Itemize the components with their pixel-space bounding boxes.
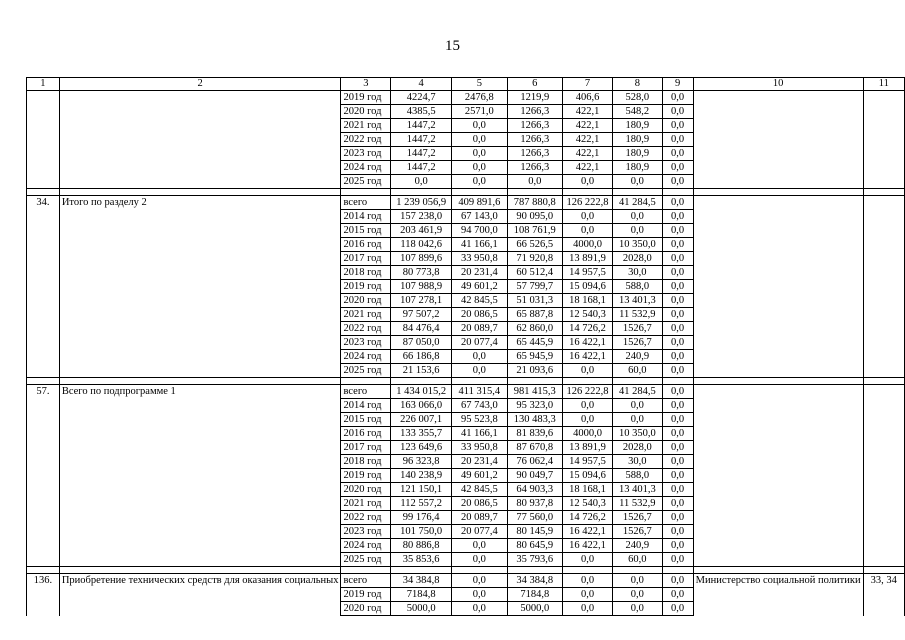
amount-cell: 0,0: [662, 602, 693, 616]
amount-cell: 20 089,7: [452, 511, 507, 525]
amount-cell: 787 880,8: [507, 196, 562, 210]
amount-cell: 13 891,9: [562, 441, 612, 455]
amount-cell: 4385,5: [391, 105, 452, 119]
amount-cell: 0,0: [662, 497, 693, 511]
amount-cell: 90 049,7: [507, 469, 562, 483]
amount-cell: 2028,0: [613, 441, 662, 455]
amount-cell: 0,0: [662, 91, 693, 105]
amount-cell: 0,0: [662, 147, 693, 161]
amount-cell: 1266,3: [507, 161, 562, 175]
amount-cell: 20 077,4: [452, 525, 507, 539]
amount-cell: 14 726,2: [562, 511, 612, 525]
amount-cell: 13 891,9: [562, 252, 612, 266]
amount-cell: 0,0: [662, 133, 693, 147]
amount-cell: 0,0: [613, 210, 662, 224]
amount-cell: 76 062,4: [507, 455, 562, 469]
amount-cell: 0,0: [613, 399, 662, 413]
amount-cell: 0,0: [662, 525, 693, 539]
amount-cell: 5000,0: [391, 602, 452, 616]
amount-cell: 528,0: [613, 91, 662, 105]
amount-cell: 0,0: [452, 350, 507, 364]
amount-cell: 0,0: [662, 413, 693, 427]
column-number: 11: [863, 78, 904, 91]
amount-cell: 0,0: [662, 553, 693, 567]
amount-cell: 7184,8: [507, 588, 562, 602]
period-cell: всего: [341, 574, 391, 588]
amount-cell: 2571,0: [452, 105, 507, 119]
period-cell: 2018 год: [341, 266, 391, 280]
amount-cell: 0,0: [662, 469, 693, 483]
amount-cell: 12 540,3: [562, 497, 612, 511]
amount-cell: 180,9: [613, 133, 662, 147]
amount-cell: 121 150,1: [391, 483, 452, 497]
responsible-executor: [693, 196, 863, 378]
amount-cell: 18 168,1: [562, 483, 612, 497]
amount-cell: 0,0: [662, 322, 693, 336]
amount-cell: 5000,0: [507, 602, 562, 616]
amount-cell: 0,0: [662, 385, 693, 399]
amount-cell: 94 700,0: [452, 224, 507, 238]
period-cell: 2017 год: [341, 441, 391, 455]
amount-cell: 4000,0: [562, 427, 612, 441]
amount-cell: 81 839,6: [507, 427, 562, 441]
amount-cell: 0,0: [662, 119, 693, 133]
measure-name: Всего по подпрограмме 1: [59, 385, 341, 567]
amount-cell: 1447,2: [391, 119, 452, 133]
amount-cell: 133 355,7: [391, 427, 452, 441]
amount-cell: 96 323,8: [391, 455, 452, 469]
amount-cell: 0,0: [562, 399, 612, 413]
amount-cell: 49 601,2: [452, 469, 507, 483]
amount-cell: 0,0: [562, 553, 612, 567]
amount-cell: 0,0: [662, 175, 693, 189]
amount-cell: 41 166,1: [452, 427, 507, 441]
amount-cell: 65 945,9: [507, 350, 562, 364]
amount-cell: 0,0: [452, 175, 507, 189]
amount-cell: 0,0: [662, 280, 693, 294]
indicator-reference: [863, 91, 904, 189]
amount-cell: 7184,8: [391, 588, 452, 602]
amount-cell: 0,0: [662, 196, 693, 210]
column-number: 9: [662, 78, 693, 91]
amount-cell: 99 176,4: [391, 511, 452, 525]
amount-cell: 588,0: [613, 280, 662, 294]
column-number: 5: [452, 78, 507, 91]
amount-cell: 71 920,8: [507, 252, 562, 266]
amount-cell: 10 350,0: [613, 427, 662, 441]
period-cell: 2019 год: [341, 588, 391, 602]
amount-cell: 0,0: [452, 119, 507, 133]
amount-cell: 35 793,6: [507, 553, 562, 567]
amount-cell: 0,0: [391, 175, 452, 189]
amount-cell: 16 422,1: [562, 336, 612, 350]
amount-cell: 180,9: [613, 147, 662, 161]
period-cell: 2019 год: [341, 280, 391, 294]
amount-cell: 411 315,4: [452, 385, 507, 399]
amount-cell: 0,0: [662, 483, 693, 497]
amount-cell: 20 231,4: [452, 266, 507, 280]
amount-cell: 65 445,9: [507, 336, 562, 350]
amount-cell: 2028,0: [613, 252, 662, 266]
amount-cell: 15 094,6: [562, 469, 612, 483]
amount-cell: 0,0: [662, 455, 693, 469]
amount-cell: 101 750,0: [391, 525, 452, 539]
amount-cell: 0,0: [613, 224, 662, 238]
amount-cell: 1447,2: [391, 161, 452, 175]
amount-cell: 90 095,0: [507, 210, 562, 224]
amount-cell: 0,0: [662, 511, 693, 525]
amount-cell: 0,0: [562, 224, 612, 238]
amount-cell: 95 323,0: [507, 399, 562, 413]
column-number: 4: [391, 78, 452, 91]
amount-cell: 422,1: [562, 105, 612, 119]
amount-cell: 42 845,5: [452, 294, 507, 308]
amount-cell: 20 231,4: [452, 455, 507, 469]
amount-cell: 67 143,0: [452, 210, 507, 224]
amount-cell: 77 560,0: [507, 511, 562, 525]
amount-cell: 180,9: [613, 119, 662, 133]
indicator-reference: 33, 34: [863, 574, 904, 616]
responsible-executor: [693, 91, 863, 189]
row-number: 57.: [27, 385, 60, 567]
amount-cell: 0,0: [662, 238, 693, 252]
amount-cell: 33 950,8: [452, 441, 507, 455]
period-cell: 2016 год: [341, 238, 391, 252]
amount-cell: 42 845,5: [452, 483, 507, 497]
amount-cell: 60 512,4: [507, 266, 562, 280]
amount-cell: 0,0: [452, 364, 507, 378]
column-number: 2: [59, 78, 341, 91]
amount-cell: 87 050,0: [391, 336, 452, 350]
amount-cell: 422,1: [562, 119, 612, 133]
amount-cell: 422,1: [562, 133, 612, 147]
amount-cell: 0,0: [662, 161, 693, 175]
amount-cell: 1266,3: [507, 119, 562, 133]
period-cell: 2020 год: [341, 483, 391, 497]
budget-table-body: [27, 78, 905, 616]
amount-cell: 0,0: [562, 210, 612, 224]
responsible-executor: Министерство социальной политики: [693, 574, 863, 616]
amount-cell: 14 957,5: [562, 455, 612, 469]
period-cell: 2017 год: [341, 252, 391, 266]
period-cell: 2020 год: [341, 294, 391, 308]
amount-cell: 2476,8: [452, 91, 507, 105]
period-cell: 2024 год: [341, 350, 391, 364]
amount-cell: 548,2: [613, 105, 662, 119]
responsible-executor: [693, 385, 863, 567]
amount-cell: 123 649,6: [391, 441, 452, 455]
amount-cell: 0,0: [662, 308, 693, 322]
period-cell: 2015 год: [341, 224, 391, 238]
amount-cell: 20 086,5: [452, 308, 507, 322]
amount-cell: 107 899,6: [391, 252, 452, 266]
amount-cell: 0,0: [507, 175, 562, 189]
amount-cell: 0,0: [662, 441, 693, 455]
amount-cell: 157 238,0: [391, 210, 452, 224]
period-cell: 2020 год: [341, 602, 391, 616]
section-gap: [27, 567, 905, 574]
amount-cell: 11 532,9: [613, 497, 662, 511]
amount-cell: 51 031,3: [507, 294, 562, 308]
column-number: 10: [693, 78, 863, 91]
budget-table: [26, 77, 905, 616]
amount-cell: 60,0: [613, 364, 662, 378]
amount-cell: 34 384,8: [507, 574, 562, 588]
amount-cell: 240,9: [613, 539, 662, 553]
section-gap: [27, 378, 905, 385]
amount-cell: 0,0: [613, 588, 662, 602]
amount-cell: 1526,7: [613, 322, 662, 336]
amount-cell: 80 937,8: [507, 497, 562, 511]
period-cell: 2022 год: [341, 133, 391, 147]
amount-cell: 1526,7: [613, 336, 662, 350]
period-cell: 2024 год: [341, 161, 391, 175]
amount-cell: 1266,3: [507, 147, 562, 161]
amount-cell: 16 422,1: [562, 350, 612, 364]
amount-cell: 0,0: [662, 210, 693, 224]
amount-cell: 34 384,8: [391, 574, 452, 588]
table-row: [27, 574, 905, 588]
amount-cell: 13 401,3: [613, 294, 662, 308]
period-cell: 2025 год: [341, 175, 391, 189]
amount-cell: 80 145,9: [507, 525, 562, 539]
amount-cell: 20 089,7: [452, 322, 507, 336]
column-number: 3: [341, 78, 391, 91]
amount-cell: 108 761,9: [507, 224, 562, 238]
period-cell: 2014 год: [341, 210, 391, 224]
amount-cell: 0,0: [452, 133, 507, 147]
amount-cell: 60,0: [613, 553, 662, 567]
period-cell: 2016 год: [341, 427, 391, 441]
amount-cell: 21 153,6: [391, 364, 452, 378]
amount-cell: 0,0: [613, 413, 662, 427]
amount-cell: 0,0: [452, 574, 507, 588]
period-cell: всего: [341, 196, 391, 210]
period-cell: 2025 год: [341, 553, 391, 567]
amount-cell: 30,0: [613, 266, 662, 280]
amount-cell: 21 093,6: [507, 364, 562, 378]
amount-cell: 126 222,8: [562, 196, 612, 210]
amount-cell: 0,0: [662, 364, 693, 378]
amount-cell: 140 238,9: [391, 469, 452, 483]
amount-cell: 107 278,1: [391, 294, 452, 308]
amount-cell: 0,0: [562, 588, 612, 602]
period-cell: 2021 год: [341, 119, 391, 133]
amount-cell: 12 540,3: [562, 308, 612, 322]
amount-cell: 66 526,5: [507, 238, 562, 252]
amount-cell: 0,0: [452, 553, 507, 567]
amount-cell: 65 887,8: [507, 308, 562, 322]
amount-cell: 0,0: [662, 336, 693, 350]
amount-cell: 4000,0: [562, 238, 612, 252]
table-row: [27, 91, 905, 105]
amount-cell: 20 077,4: [452, 336, 507, 350]
amount-cell: 0,0: [662, 539, 693, 553]
amount-cell: 13 401,3: [613, 483, 662, 497]
amount-cell: 41 284,5: [613, 196, 662, 210]
amount-cell: 0,0: [662, 574, 693, 588]
period-cell: 2025 год: [341, 364, 391, 378]
amount-cell: 0,0: [662, 427, 693, 441]
amount-cell: 0,0: [662, 105, 693, 119]
table-row: [27, 196, 905, 210]
amount-cell: 16 422,1: [562, 525, 612, 539]
amount-cell: 0,0: [452, 588, 507, 602]
amount-cell: 18 168,1: [562, 294, 612, 308]
amount-cell: 409 891,6: [452, 196, 507, 210]
amount-cell: 95 523,8: [452, 413, 507, 427]
amount-cell: 1 434 015,2: [391, 385, 452, 399]
period-cell: 2015 год: [341, 413, 391, 427]
amount-cell: 80 886,8: [391, 539, 452, 553]
column-number-row: [27, 78, 905, 91]
column-number: 7: [562, 78, 612, 91]
amount-cell: 87 670,8: [507, 441, 562, 455]
amount-cell: 0,0: [562, 574, 612, 588]
amount-cell: 0,0: [662, 266, 693, 280]
amount-cell: 0,0: [452, 161, 507, 175]
amount-cell: 1447,2: [391, 133, 452, 147]
amount-cell: 1447,2: [391, 147, 452, 161]
measure-name: [59, 91, 341, 189]
amount-cell: 16 422,1: [562, 539, 612, 553]
column-number: 6: [507, 78, 562, 91]
amount-cell: 1 239 056,9: [391, 196, 452, 210]
amount-cell: 62 860,0: [507, 322, 562, 336]
amount-cell: 66 186,8: [391, 350, 452, 364]
amount-cell: 0,0: [662, 252, 693, 266]
amount-cell: 0,0: [613, 602, 662, 616]
amount-cell: 41 166,1: [452, 238, 507, 252]
indicator-reference: [863, 385, 904, 567]
amount-cell: 1266,3: [507, 133, 562, 147]
period-cell: 2021 год: [341, 497, 391, 511]
amount-cell: 0,0: [452, 602, 507, 616]
amount-cell: 0,0: [662, 399, 693, 413]
amount-cell: 0,0: [562, 175, 612, 189]
amount-cell: 0,0: [613, 574, 662, 588]
period-cell: 2024 год: [341, 539, 391, 553]
page-number: 15: [445, 38, 460, 54]
amount-cell: 0,0: [452, 539, 507, 553]
amount-cell: 0,0: [562, 364, 612, 378]
period-cell: 2020 год: [341, 105, 391, 119]
amount-cell: 981 415,3: [507, 385, 562, 399]
amount-cell: 0,0: [662, 588, 693, 602]
period-cell: 2022 год: [341, 511, 391, 525]
amount-cell: 130 483,3: [507, 413, 562, 427]
period-cell: 2023 год: [341, 336, 391, 350]
amount-cell: 10 350,0: [613, 238, 662, 252]
amount-cell: 4224,7: [391, 91, 452, 105]
amount-cell: 14 957,5: [562, 266, 612, 280]
period-cell: 2019 год: [341, 91, 391, 105]
amount-cell: 0,0: [662, 294, 693, 308]
column-number: 1: [27, 78, 60, 91]
period-cell: 2023 год: [341, 147, 391, 161]
amount-cell: 97 507,2: [391, 308, 452, 322]
amount-cell: 422,1: [562, 147, 612, 161]
amount-cell: 41 284,5: [613, 385, 662, 399]
amount-cell: 84 476,4: [391, 322, 452, 336]
amount-cell: 1526,7: [613, 511, 662, 525]
amount-cell: 80 645,9: [507, 539, 562, 553]
amount-cell: 163 066,0: [391, 399, 452, 413]
amount-cell: 0,0: [452, 147, 507, 161]
amount-cell: 107 988,9: [391, 280, 452, 294]
amount-cell: 1219,9: [507, 91, 562, 105]
amount-cell: 0,0: [613, 175, 662, 189]
period-cell: 2014 год: [341, 399, 391, 413]
amount-cell: 14 726,2: [562, 322, 612, 336]
amount-cell: 406,6: [562, 91, 612, 105]
amount-cell: 15 094,6: [562, 280, 612, 294]
row-number: 136.: [27, 574, 60, 616]
amount-cell: 0,0: [662, 224, 693, 238]
row-number: 34.: [27, 196, 60, 378]
amount-cell: 126 222,8: [562, 385, 612, 399]
amount-cell: 49 601,2: [452, 280, 507, 294]
amount-cell: 67 743,0: [452, 399, 507, 413]
amount-cell: 0,0: [562, 602, 612, 616]
column-number: 8: [613, 78, 662, 91]
amount-cell: 20 086,5: [452, 497, 507, 511]
period-cell: 2021 год: [341, 308, 391, 322]
amount-cell: 64 903,3: [507, 483, 562, 497]
period-cell: 2022 год: [341, 322, 391, 336]
indicator-reference: [863, 196, 904, 378]
period-cell: всего: [341, 385, 391, 399]
period-cell: 2019 год: [341, 469, 391, 483]
amount-cell: 11 532,9: [613, 308, 662, 322]
period-cell: 2018 год: [341, 455, 391, 469]
row-number: [27, 91, 60, 189]
amount-cell: 118 042,6: [391, 238, 452, 252]
measure-name: Приобретение технических средств для оказания социальных: [59, 574, 341, 616]
amount-cell: 112 557,2: [391, 497, 452, 511]
amount-cell: 203 461,9: [391, 224, 452, 238]
amount-cell: 1526,7: [613, 525, 662, 539]
amount-cell: 588,0: [613, 469, 662, 483]
amount-cell: 80 773,8: [391, 266, 452, 280]
measure-name: Итого по разделу 2: [59, 196, 341, 378]
amount-cell: 0,0: [662, 350, 693, 364]
amount-cell: 240,9: [613, 350, 662, 364]
period-cell: 2023 год: [341, 525, 391, 539]
amount-cell: 57 799,7: [507, 280, 562, 294]
amount-cell: 30,0: [613, 455, 662, 469]
section-gap: [27, 189, 905, 196]
amount-cell: 1266,3: [507, 105, 562, 119]
table-row: [27, 385, 905, 399]
amount-cell: 35 853,6: [391, 553, 452, 567]
amount-cell: 180,9: [613, 161, 662, 175]
amount-cell: 0,0: [562, 413, 612, 427]
amount-cell: 226 007,1: [391, 413, 452, 427]
amount-cell: 422,1: [562, 161, 612, 175]
amount-cell: 33 950,8: [452, 252, 507, 266]
